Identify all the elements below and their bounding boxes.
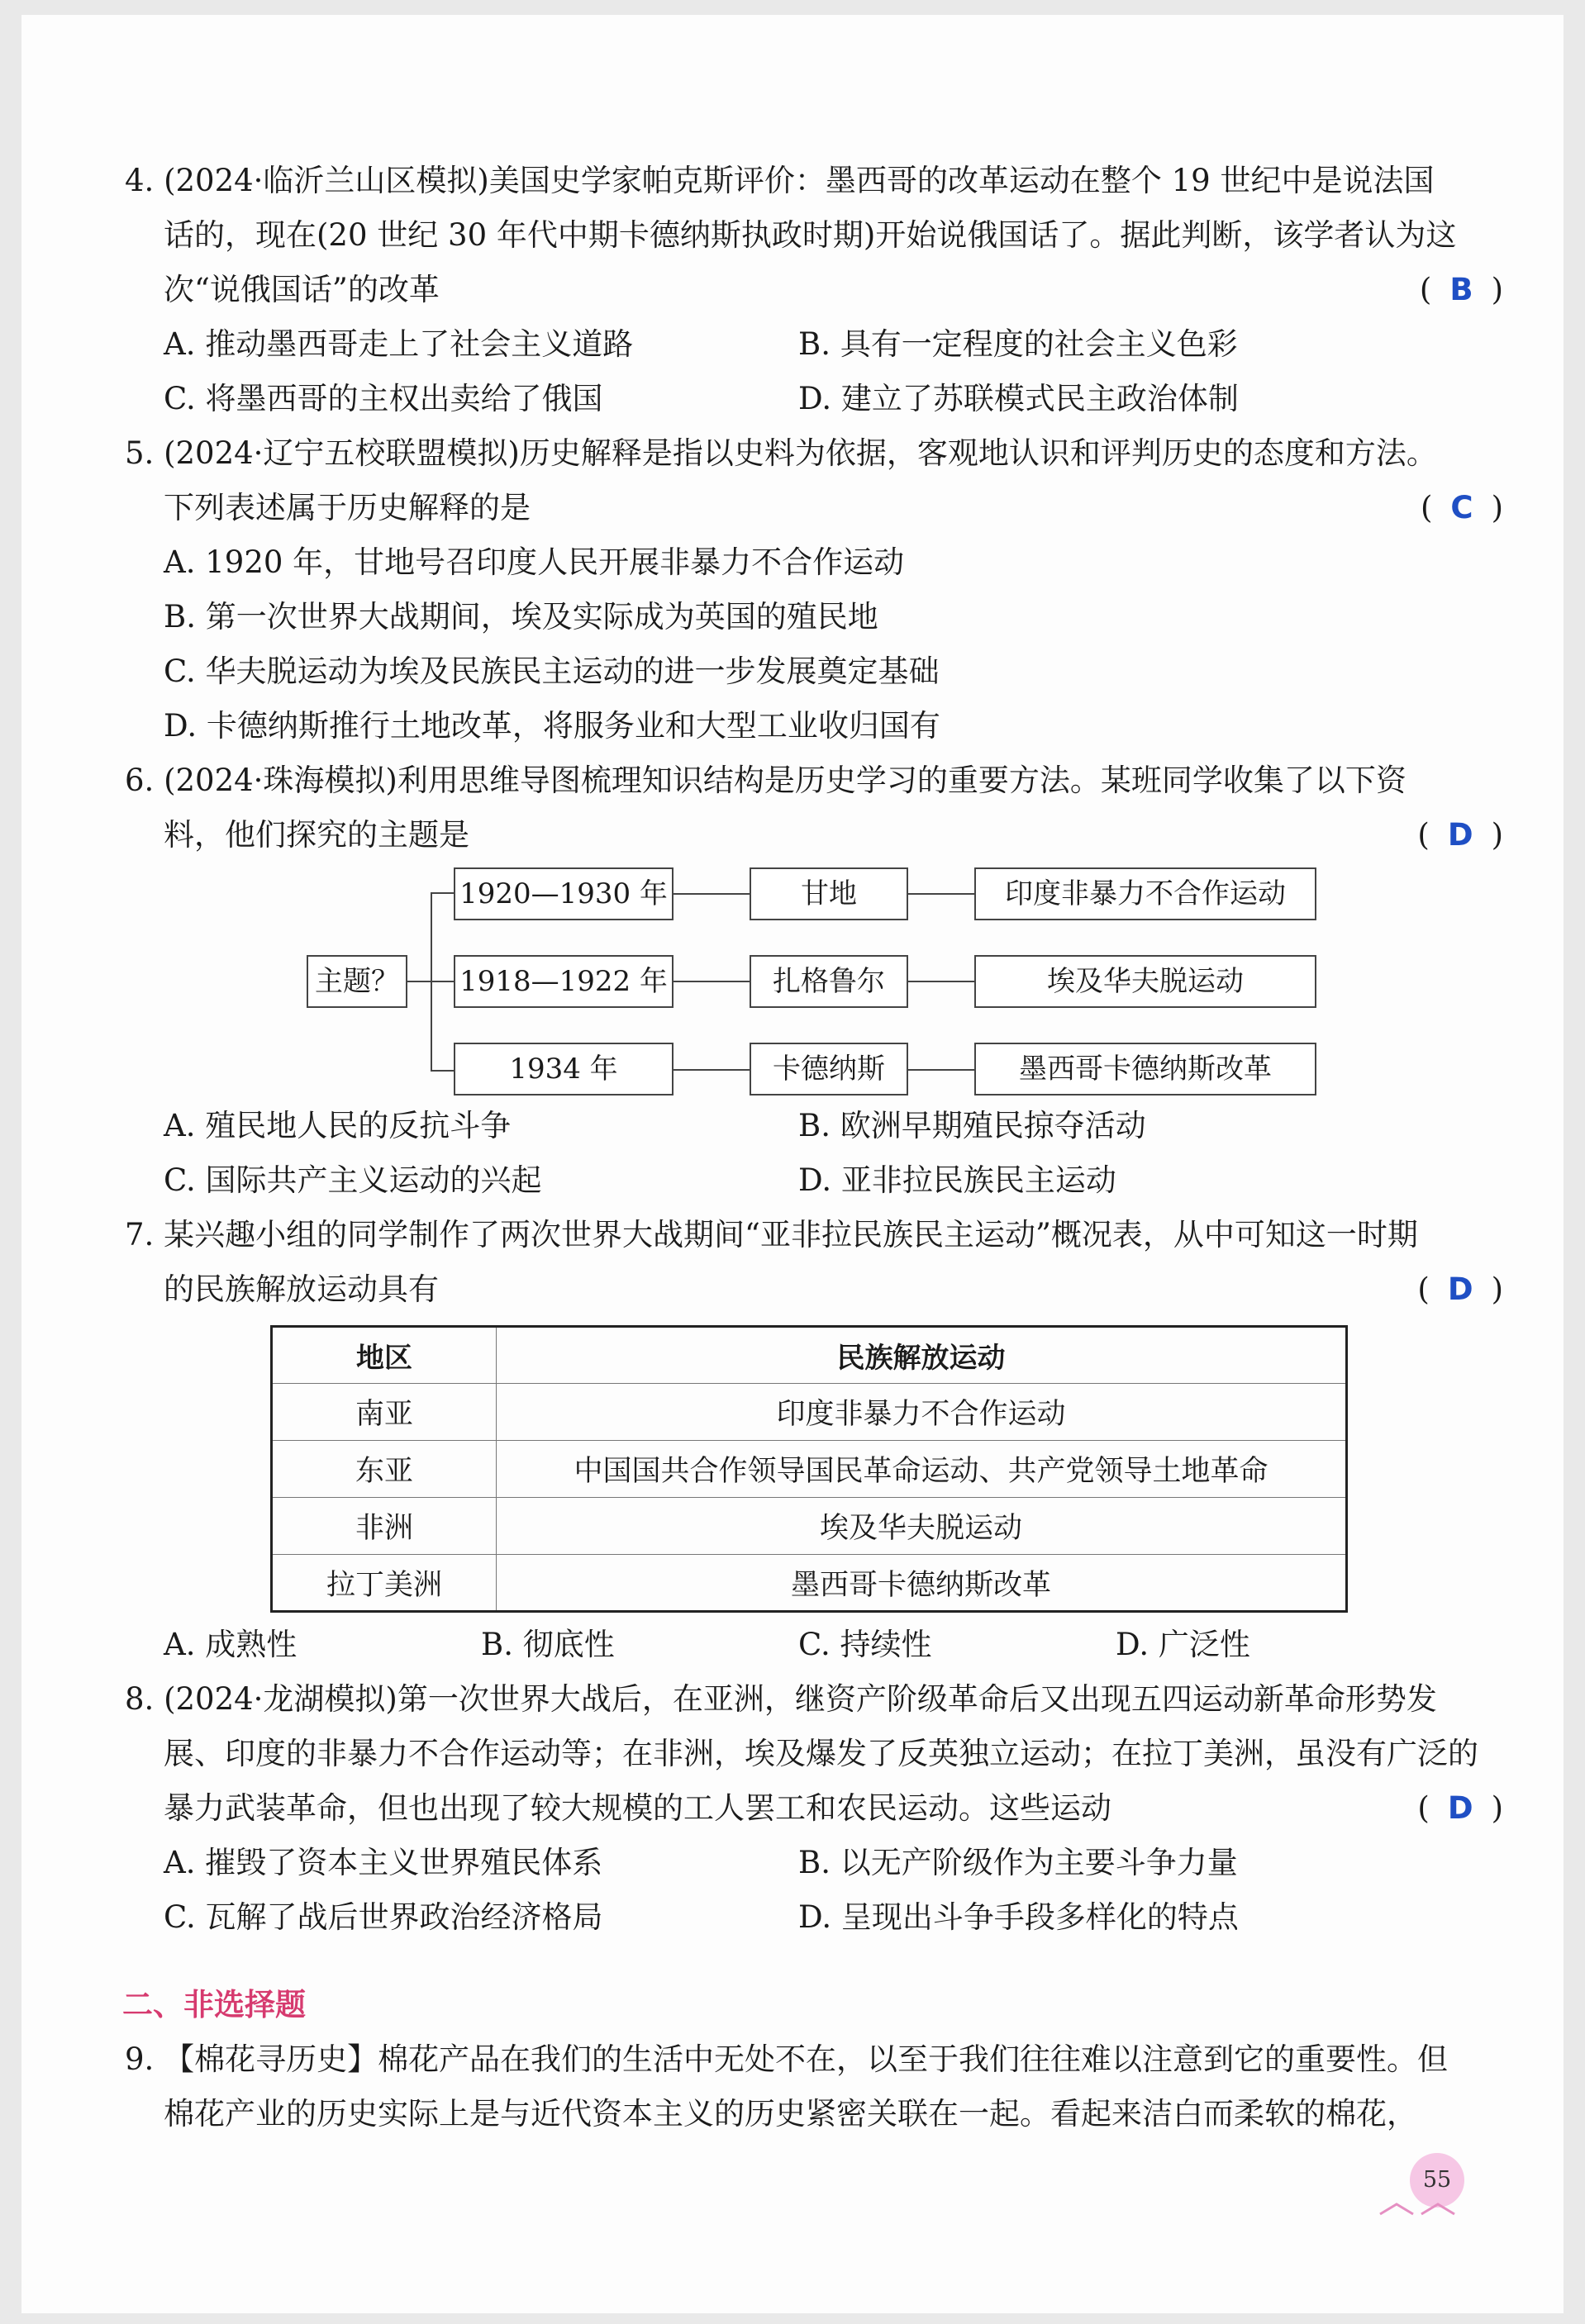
connector (407, 981, 432, 982)
question-text-line (125, 263, 1503, 317)
answer-bracket: ( D ) (1417, 817, 1503, 853)
table-cell: 埃及华夫脱运动 (497, 1498, 1347, 1555)
connector (431, 1070, 454, 1072)
answer-letter: D (1447, 1271, 1473, 1307)
table-cell: 非洲 (272, 1498, 497, 1555)
connector (431, 981, 454, 982)
question-5 (125, 426, 1503, 753)
answer-bracket: ( B ) (1419, 272, 1503, 307)
question-text-line: 展、印度的非暴力不合作运动等；在非洲，埃及爆发了反英独立运动；在拉丁美洲，虽没有广泛的 (164, 1736, 1478, 1771)
question-text: 的民族解放运动具有 (164, 1271, 439, 1307)
options-row (125, 317, 1497, 372)
option-c: C. 华夫脱运动为埃及民族民主运动的进一步发展奠定基础 (164, 653, 940, 689)
question-text-line (125, 1781, 1503, 1836)
table-row (272, 1498, 1347, 1555)
option-c: C. 持续性 (798, 1627, 932, 1662)
connector (674, 893, 750, 895)
mind-map-event: 埃及华夫脱运动 (974, 955, 1316, 1008)
question-7 (125, 1208, 1503, 1672)
options-row (125, 1099, 1497, 1153)
table-header-row (272, 1327, 1347, 1384)
option-b: B. 以无产阶级作为主要斗争力量 (798, 1845, 1238, 1880)
question-text-line: 9. 【棉花寻历史】棉花产品在我们的生活中无处不在，以至于我们往往难以注意到它的重要性。但 (125, 2041, 1449, 2077)
question-text-line: 话的，现在(20 世纪 30 年代中期卡德纳斯执政时期)开始说俄国话了。据此判断，该学者认为这 (164, 217, 1457, 253)
workbook-page (21, 15, 1564, 2313)
question-text-line: 8. (2024·龙湖模拟)第一次世界大战后，在亚洲，继资产阶级革命后又出现五四运动新革命形势发 (125, 1681, 1437, 1717)
mind-map-person: 甘地 (750, 867, 908, 920)
option-b: B. 欧洲早期殖民掠夺活动 (798, 1108, 1146, 1143)
option-b: B. 第一次世界大战期间，埃及实际成为英国的殖民地 (164, 599, 878, 634)
connector (908, 981, 974, 982)
option-b: B. 彻底性 (481, 1627, 615, 1662)
question-text-line: 5. (2024·辽宁五校联盟模拟)历史解释是指以史料为依据，客观地认识和评判历史的态度和方法。 (125, 435, 1437, 471)
question-text-line: 4. (2024·临沂兰山区模拟)美国史学家帕克斯评价：墨西哥的改革运动在整个 19 世纪中是说法国 (125, 163, 1435, 198)
question-text-line (125, 1262, 1503, 1317)
option-d: D. 卡德纳斯推行土地改革，将服务业和大型工业收归国有 (164, 708, 940, 744)
options-row (125, 372, 1497, 426)
table-cell: 东亚 (272, 1441, 497, 1498)
mind-map-period: 1934 年 (454, 1043, 674, 1095)
options-row (125, 1836, 1497, 1890)
mind-map (125, 867, 1497, 1095)
table-row (272, 1555, 1347, 1612)
answer-letter: D (1447, 817, 1473, 853)
option-a: A. 成熟性 (164, 1627, 297, 1662)
mind-map-event: 墨西哥卡德纳斯改革 (974, 1043, 1316, 1095)
option-d: D. 亚非拉民族民主运动 (798, 1162, 1116, 1198)
question-text-line (125, 808, 1503, 863)
mind-map-period: 1920—1930 年 (454, 867, 674, 920)
section-title: 二、非选择题 (122, 1987, 306, 2022)
answer-letter: D (1447, 1790, 1473, 1826)
option-a: A. 殖民地人民的反抗斗争 (164, 1108, 512, 1143)
page-content (122, 154, 1503, 2141)
question-text-line: 棉花产业的历史实际上是与近代资本主义的历史紧密关联在一起。看起来洁白而柔软的棉花， (164, 2096, 1417, 2132)
connector (674, 981, 750, 982)
page-number: 55 (1410, 2153, 1464, 2208)
option-d: D. 呈现出斗争手段多样化的特点 (798, 1899, 1239, 1935)
option-c: C. 瓦解了战后世界政治经济格局 (164, 1899, 603, 1935)
option-c: C. 国际共产主义运动的兴起 (164, 1162, 542, 1198)
mind-map-event: 印度非暴力不合作运动 (974, 867, 1316, 920)
table-row (272, 1384, 1347, 1441)
answer-letter: B (1449, 272, 1473, 307)
mind-map-person: 扎格鲁尔 (750, 955, 908, 1008)
question-text-line: 6. (2024·珠海模拟)利用思维导图梳理知识结构是历史学习的重要方法。某班同学收集了以下资 (125, 763, 1407, 798)
option-a: A. 推动墨西哥走上了社会主义道路 (164, 326, 634, 362)
answer-letter: C (1450, 490, 1473, 525)
table-cell: 墨西哥卡德纳斯改革 (497, 1555, 1347, 1612)
option-a: A. 摧毁了资本主义世界殖民体系 (164, 1845, 603, 1880)
question-text: 料，他们探究的主题是 (164, 817, 469, 853)
table-cell: 中国国共合作领导国民革命运动、共产党领导土地革命 (497, 1441, 1347, 1498)
mind-map-root: 主题？ (307, 955, 407, 1008)
table-cell: 南亚 (272, 1384, 497, 1441)
option-d: D. 建立了苏联模式民主政治体制 (798, 381, 1239, 416)
table-cell: 印度非暴力不合作运动 (497, 1384, 1347, 1441)
table-row (272, 1441, 1347, 1498)
table-cell: 拉丁美洲 (272, 1555, 497, 1612)
question-8 (125, 1672, 1503, 1945)
answer-bracket: ( D ) (1417, 1790, 1503, 1826)
option-d: D. 广泛性 (1116, 1627, 1250, 1662)
options-row (125, 1618, 1497, 1672)
question-text: 下列表述属于历史解释的是 (164, 490, 531, 525)
option-c: C. 将墨西哥的主权出卖给了俄国 (164, 381, 603, 416)
connector (908, 1069, 974, 1071)
connector (431, 892, 454, 894)
question-4 (125, 154, 1503, 426)
mind-map-period: 1918—1922 年 (454, 955, 674, 1008)
options-row (125, 1890, 1497, 1945)
question-9 (125, 2032, 1497, 2141)
option-b: B. 具有一定程度的社会主义色彩 (798, 326, 1238, 362)
table-header: 民族解放运动 (497, 1327, 1347, 1384)
question-text-line: 7. 某兴趣小组的同学制作了两次世界大战期间“亚非拉民族民主运动”概况表，从中可知这一时期 (125, 1217, 1418, 1252)
question-6 (125, 753, 1503, 1208)
mind-map-person: 卡德纳斯 (750, 1043, 908, 1095)
question-text-line (125, 481, 1503, 535)
connector (674, 1069, 750, 1071)
movements-table (270, 1325, 1348, 1613)
question-text: 暴力武装革命，但也出现了较大规模的工人罢工和农民运动。这些运动 (164, 1790, 1111, 1826)
page-decoration-icon (1364, 2189, 1471, 2222)
answer-bracket: ( C ) (1420, 490, 1503, 525)
table-header: 地区 (272, 1327, 497, 1384)
answer-bracket: ( D ) (1417, 1271, 1503, 1307)
connector (908, 893, 974, 895)
question-text: 次“说俄国话”的改革 (164, 272, 440, 307)
option-a: A. 1920 年，甘地号召印度人民开展非暴力不合作运动 (164, 544, 905, 580)
options-row (125, 1153, 1497, 1208)
